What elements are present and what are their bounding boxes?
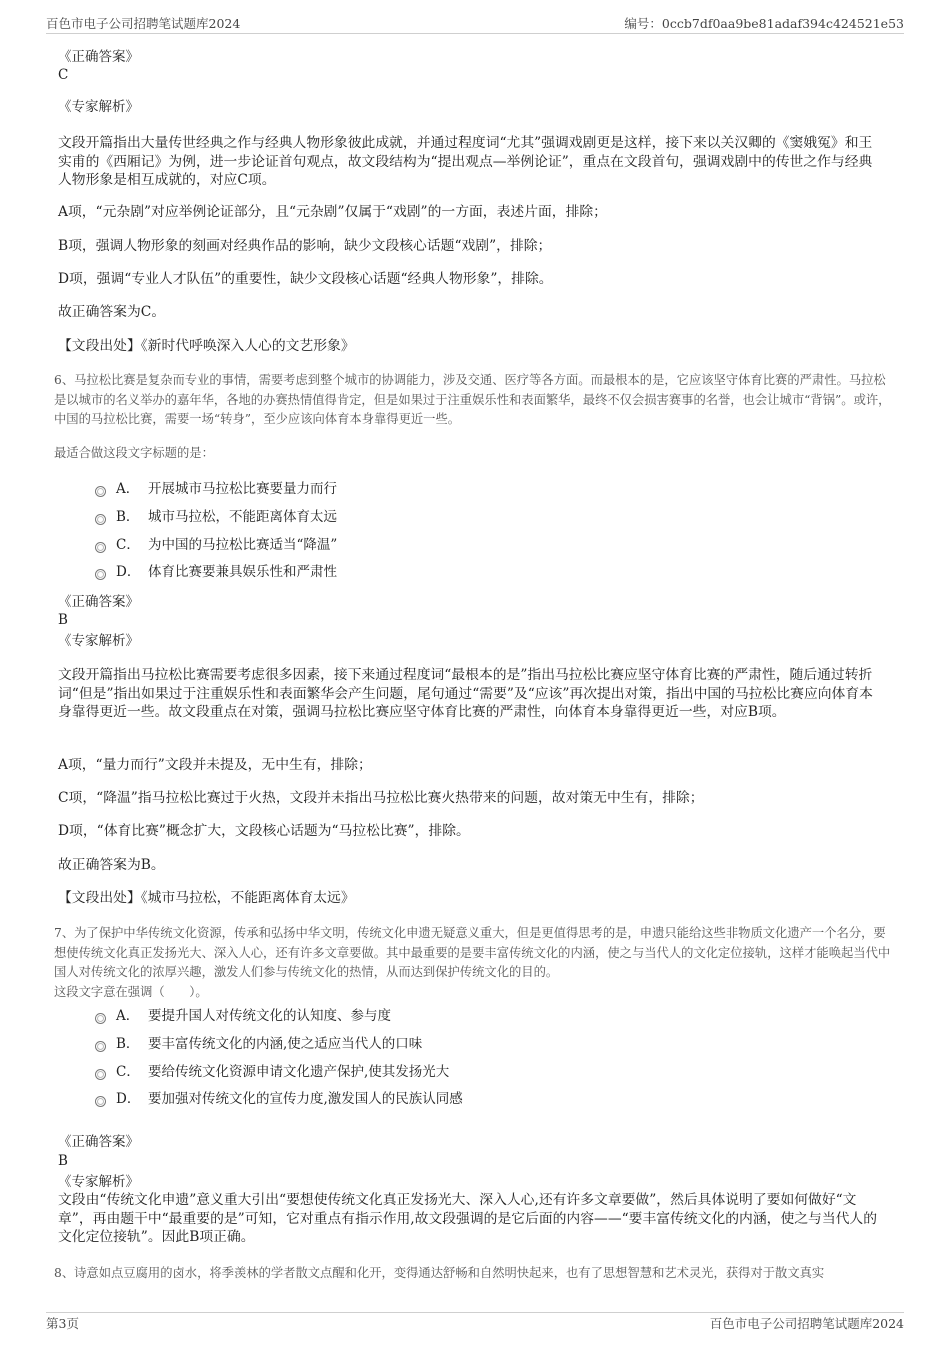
option-letter: D．	[116, 1091, 141, 1107]
footer-divider	[46, 1312, 904, 1313]
q6-question: 最适合做这段文字标题的是：	[54, 446, 214, 460]
option-text: 要加强对传统文化的宣传力度,激发国人的民族认同感	[148, 1091, 463, 1107]
option-text: 要提升国人对传统文化的认知度、参与度	[148, 1008, 391, 1024]
radio-icon[interactable]	[95, 1069, 106, 1080]
q7-option-c[interactable]	[95, 1063, 449, 1082]
q6-option-c-analysis: C项，“降温”指马拉松比赛过于火热，文段并未指出马拉松比赛火热带来的问题，故对策无中生有，排除；	[58, 790, 704, 806]
radio-icon[interactable]	[95, 1041, 106, 1052]
option-letter: C．	[116, 537, 140, 553]
q6-option-b[interactable]	[95, 508, 337, 527]
option-letter: D．	[116, 564, 141, 580]
q5-analysis-label: 《专家解析》	[58, 99, 139, 115]
option-text: 要丰富传统文化的内涵,使之适应当代人的口味	[148, 1036, 423, 1052]
q7-answer-label: 《正确答案》	[58, 1134, 139, 1150]
q5-source-prefix: 【文段出处】	[58, 338, 141, 354]
q5-source-title: 《新时代呼唤深入人心的文艺形象》	[140, 338, 355, 354]
q6-source-prefix: 【文段出处】	[58, 890, 141, 906]
q5-option-d-analysis: D项，强调“专业人才队伍”的重要性，缺少文段核心话题“经典人物形象”，排除。	[58, 271, 553, 287]
radio-icon[interactable]	[95, 1013, 106, 1024]
q7-option-b[interactable]	[95, 1035, 422, 1054]
q6-option-d-analysis: D项，“体育比赛”概念扩大，文段核心话题为“马拉松比赛”，排除。	[58, 823, 470, 839]
page-header	[46, 14, 904, 34]
q6-analysis: 文段开篇指出马拉松比赛需要考虑很多因素，接下来通过程度词“最根本的是”指出马拉松比赛应坚守体育比赛的严肃性，随后通过转折词“但是”指出如果过于注重娱乐性和表面繁华会产生问题，尾句通过“需要”及“应该”再次提出对策，指出中国的马拉松比赛应向体育本身靠得更近一些。故文段重点在对策，强调马拉松比赛应坚守体育比赛的严肃性，向体育本身靠得更近一些，对应B项。	[58, 667, 873, 720]
q5-source	[58, 337, 355, 356]
option-letter: B．	[116, 509, 140, 525]
option-text: 开展城市马拉松比赛要量力而行	[148, 481, 337, 497]
radio-icon[interactable]	[95, 1096, 106, 1107]
radio-icon[interactable]	[95, 542, 106, 553]
q7-option-a[interactable]	[95, 1007, 391, 1026]
q5-conclusion: 故正确答案为C。	[58, 304, 166, 320]
option-letter: C．	[116, 1064, 140, 1080]
q5-option-b-analysis: B项，强调人物形象的刻画对经典作品的影响，缺少文段核心话题“戏剧”，排除；	[58, 238, 552, 254]
q7-analysis: 文段由“传统文化申遗”意义重大引出“要想使传统文化真正发扬光大、深入人心,还有许多文章要做”，然后具体说明了要如何做好“文章”，再由题干中“最重要的是”可知，它对重点有指示作用,故文段强调的是它后面的内容——“要丰富传统文化的内涵，使之与当代人的文化定位接轨”。因此B项正确。	[58, 1192, 878, 1245]
radio-icon[interactable]	[95, 569, 106, 580]
page-footer	[46, 1314, 904, 1334]
q7-question: 这段文字意在强调（ ）。	[54, 985, 208, 999]
q6-analysis-label: 《专家解析》	[58, 633, 139, 649]
option-text: 城市马拉松，不能距离体育太远	[148, 509, 337, 525]
q6-answer: B	[58, 612, 68, 628]
radio-icon[interactable]	[95, 514, 106, 525]
option-letter: A．	[116, 1008, 140, 1024]
q6-answer-label: 《正确答案》	[58, 594, 139, 610]
q5-analysis: 文段开篇指出大量传世经典之作与经典人物形象彼此成就，并通过程度词“尤其”强调戏剧更是这样，接下来以关汉卿的《窦娥冤》和王实甫的《西厢记》为例，进一步论证首句观点，故文段结构为“提出观点—举例论证”，重点在文段首句，强调戏剧中的传世之作与经典人物形象是相互成就的，对应C项。	[58, 135, 873, 188]
q5-answer: C	[58, 67, 69, 83]
option-text: 为中国的马拉松比赛适当“降温”	[148, 537, 338, 553]
page-number: 第3页	[46, 1316, 79, 1331]
q6-source-title: 《城市马拉松，不能距离体育太远》	[140, 890, 355, 906]
q6-option-d[interactable]	[95, 563, 337, 582]
q5-option-a-analysis: A项，“元杂剧”对应举例论证部分，且“元杂剧”仅属于“戏剧”的一方面，表述片面，排除；	[58, 204, 607, 220]
q6-option-a[interactable]	[95, 480, 337, 499]
q6-option-a-analysis: A项，“量力而行”文段并未提及，无中生有，排除；	[58, 757, 372, 773]
q7-stem: 7、为了保护中华传统文化资源，传承和弘扬中华文明，传统文化申遗无疑意义重大，但是更值得思考的是，申遗只能给这些非物质文化遗产一个名分，要想使传统文化真正发扬光大、深入人心，还有许多文章要做。其中最重要的是要丰富传统文化的内涵，使之与当代人的文化定位接轨，这样才能唤起当代中国人对传统文化的浓厚兴趣，激发人们参与传统文化的热情，从而达到保护传统文化的目的。	[54, 926, 891, 979]
footer-title: 百色市电子公司招聘笔试题库2024	[709, 1316, 904, 1331]
q5-answer-label: 《正确答案》	[58, 49, 139, 65]
q6-conclusion: 故正确答案为B。	[58, 857, 165, 873]
option-letter: B．	[116, 1036, 140, 1052]
header-title: 百色市电子公司招聘笔试题库2024	[46, 16, 241, 31]
q6-option-c[interactable]	[95, 536, 337, 555]
option-text: 要给传统文化资源申请文化遗产保护,使其发扬光大	[148, 1064, 450, 1080]
header-divider	[46, 33, 904, 34]
q8-stem: 8、诗意如点豆腐用的卤水，将季羡林的学者散文点醒和化开，变得通达舒畅和自然明快起来，也有了思想智慧和艺术灵光，获得对于散文真实	[54, 1266, 825, 1280]
q7-option-d[interactable]	[95, 1090, 463, 1109]
q7-answer: B	[58, 1153, 68, 1169]
radio-icon[interactable]	[95, 486, 106, 497]
header-doc-id: 编号：0ccb7df0aa9be81adaf394c424521e53	[624, 16, 904, 31]
q6-stem: 6、马拉松比赛是复杂而专业的事情，需要考虑到整个城市的协调能力，涉及交通、医疗等各方面。而最根本的是，它应该坚守体育比赛的严肃性。马拉松是以城市的名义举办的嘉年华，各地的办赛热情值得肯定，但是如果过于注重娱乐性和表面繁华，最终不仅会损害赛事的名誉，也会让城市“背锅”。或许，中国的马拉松比赛，需要一场“转身”，至少应该向体育本身靠得更近一些。	[54, 373, 891, 426]
q6-source	[58, 889, 355, 908]
option-text: 体育比赛要兼具娱乐性和严肃性	[148, 564, 337, 580]
q7-analysis-label: 《专家解析》	[58, 1174, 139, 1190]
option-letter: A．	[116, 481, 140, 497]
